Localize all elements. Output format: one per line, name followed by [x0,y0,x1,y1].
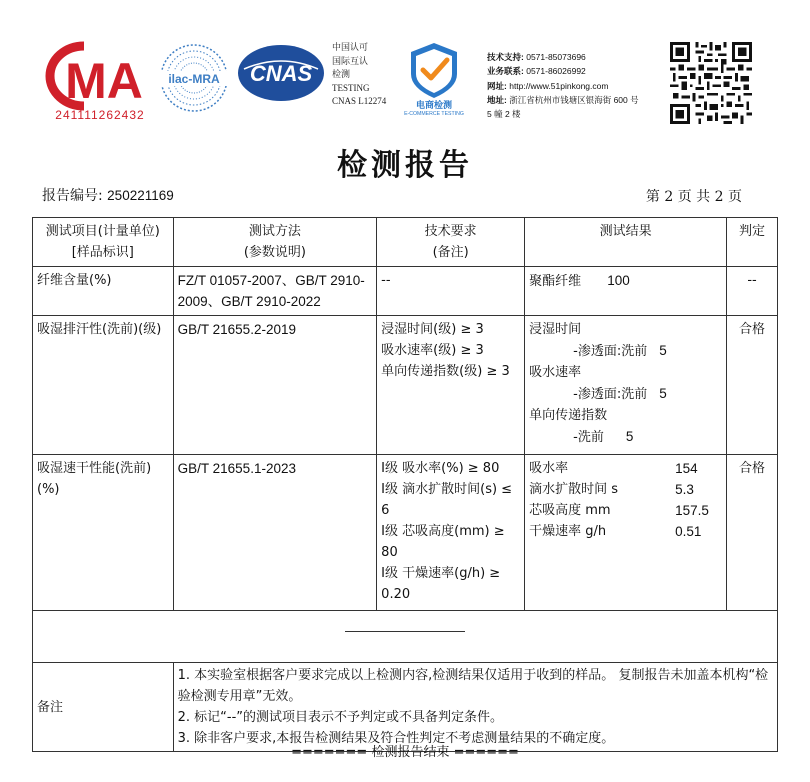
note-item: 2. 标记“--”的测试项目表示不予判定或不具备判定条件。 [177,710,504,725]
cnas-logo [236,43,326,103]
result-line [529,362,722,383]
results-table [32,217,778,752]
result-label: -渗透面:洗前 [573,344,648,359]
cnas-line: CNAS L12274 [332,96,387,106]
req-line: Ⅰ级 吸水率(%) ≥ 80 [381,461,500,476]
result-value: 0.51 [675,524,702,539]
separator-cell [33,611,778,663]
contact-key: 技术支持: [487,52,524,62]
contact-value: http://www.51pinkong.com [509,80,609,91]
result-label: 聚酯纤维 [529,274,582,289]
cnas-line: 中国认可 [332,42,369,52]
result-value: 5 [659,386,667,401]
contact-value: 0571-86026992 [526,66,586,77]
contact-line [487,107,639,121]
result-label: 浸湿时间 [529,322,582,337]
result-line [529,458,722,479]
result-line [529,426,722,448]
notes-content [173,663,777,752]
result-value: 154 [675,461,698,476]
result-value: 5 [625,429,634,444]
row-result [525,267,727,316]
contact-value: 0571-85073696 [526,52,586,62]
header-item-line: 测试项目(计量单位) [45,224,160,239]
ecommerce-testing-logo [397,40,471,116]
row-method: GB/T 21655.1-2023 [173,455,377,611]
cma-code: 241111262432 [55,108,145,122]
row-requirement [377,267,525,316]
result-value: 100 [607,273,630,288]
contact-info [487,50,639,121]
result-line [529,521,722,542]
result-label: 吸水率 [529,461,569,476]
row-judge: 合格 [727,316,778,455]
result-label: -洗前 [573,430,604,445]
req-line: 吸水速率(级) ≥ 3 [381,343,484,358]
header-req-line: 技术要求 [424,224,477,239]
qr-code [670,42,752,124]
result-line [529,340,722,362]
row-item: 吸湿速干性能(洗前)(%) [33,455,174,611]
header-requirement [377,218,525,267]
note-item: 1. 本实验室根据客户要求完成以上检测内容,检测结果仅适用于收到的样品。 复制报告未加盖本机构“检验检测专用章”无效。 [177,668,769,704]
row-method: GB/T 21655.2-2019 [173,316,377,455]
result-label: 干燥速率 g/h [529,524,607,539]
header-judge: 判定 [727,218,778,267]
separator-row [33,611,778,663]
ilac-mra-logo [158,42,230,114]
result-label: 单向传递指数 [529,408,608,423]
report-end-marker: ======= 检测报告结束 ====== [291,745,519,760]
row-requirement [377,316,525,455]
contact-value: 浙江省杭州市钱塘区银海街 600 号 [509,94,639,105]
row-result [525,316,727,455]
contact-line [487,93,639,107]
header-result: 测试结果 [525,218,727,267]
row-requirement [377,455,525,611]
ec-sub: E-COMMERCE TESTING [404,111,464,116]
result-label: 芯吸高度 mm [529,503,611,518]
result-value: 5 [659,343,667,358]
ilac-mra-text: ilac-MRA [168,72,220,86]
result-line [529,500,722,521]
table-row [33,316,778,455]
page-info: 第 2 页 共 2 页 [645,189,742,205]
contact-key: 网址: [487,80,507,91]
table-header-row [33,218,778,267]
header-item-line: [样品标识] [71,245,134,260]
result-label: 吸水速率 [529,365,582,380]
result-value: 157.5 [675,503,709,518]
cma-logo-text: MA [65,53,143,109]
note-item: 3. 除非客户要求,本报告检测结果及符合性判定不考虑测量结果的不确定度。 [177,731,615,746]
notes-label: 备注 [33,663,174,752]
row-judge: -- [727,267,778,316]
header-method-line: 测试方法 [248,224,301,239]
contact-key: 业务联系: [487,66,524,77]
ec-name: 电商检测 [415,101,453,111]
req-line: 浸湿时间(级) ≥ 3 [381,322,484,337]
report-number-value: 250221169 [107,188,174,203]
row-method: FZ/T 01057-2007、GB/T 2910-2009、GB/T 2910-2022 [173,267,377,316]
separator-line [345,631,465,632]
header-method [173,218,377,267]
row-result [525,455,727,611]
row-item: 纤维含量(%) [33,267,174,316]
cnas-line: 检测 [332,69,351,79]
req-line: Ⅰ级 干燥速率(g/h) ≥ 0.20 [381,566,501,602]
result-line [529,383,722,405]
contact-line [487,64,639,78]
table-row [33,267,778,316]
header-item [33,218,174,267]
row-item: 吸湿排汗性(洗前)(级) [33,316,174,455]
header-method-line: (参数说明) [243,245,306,260]
req-line: -- [381,273,391,288]
result-label: -渗透面:洗前 [573,387,648,402]
result-line [529,319,722,340]
row-judge: 合格 [727,455,778,611]
result-label: 滴水扩散时间 s [529,482,619,497]
result-line [529,479,722,500]
header-req-line: (备注) [432,245,469,260]
report-number [42,185,174,205]
req-line: Ⅰ级 芯吸高度(mm) ≥ 80 [381,524,505,560]
result-value: 5.3 [675,482,694,497]
cnas-text: CNAS [249,61,313,86]
contact-line [487,50,639,64]
cnas-line: 国际互认 [332,55,369,66]
table-row [33,455,778,611]
notes-row [33,663,778,752]
contact-key: 地址: [487,94,507,105]
cnas-caption [332,41,386,109]
cnas-line: TESTING [332,82,370,93]
req-line: 单向传递指数(级) ≥ 3 [381,364,510,379]
report-number-label: 报告编号: [42,188,103,204]
contact-line [487,79,639,93]
contact-value: 5 幢 2 楼 [487,109,521,120]
req-line: Ⅰ级 滴水扩散时间(s) ≤ 6 [381,482,513,518]
result-line [529,405,722,426]
report-title: 检测报告 [337,148,473,183]
